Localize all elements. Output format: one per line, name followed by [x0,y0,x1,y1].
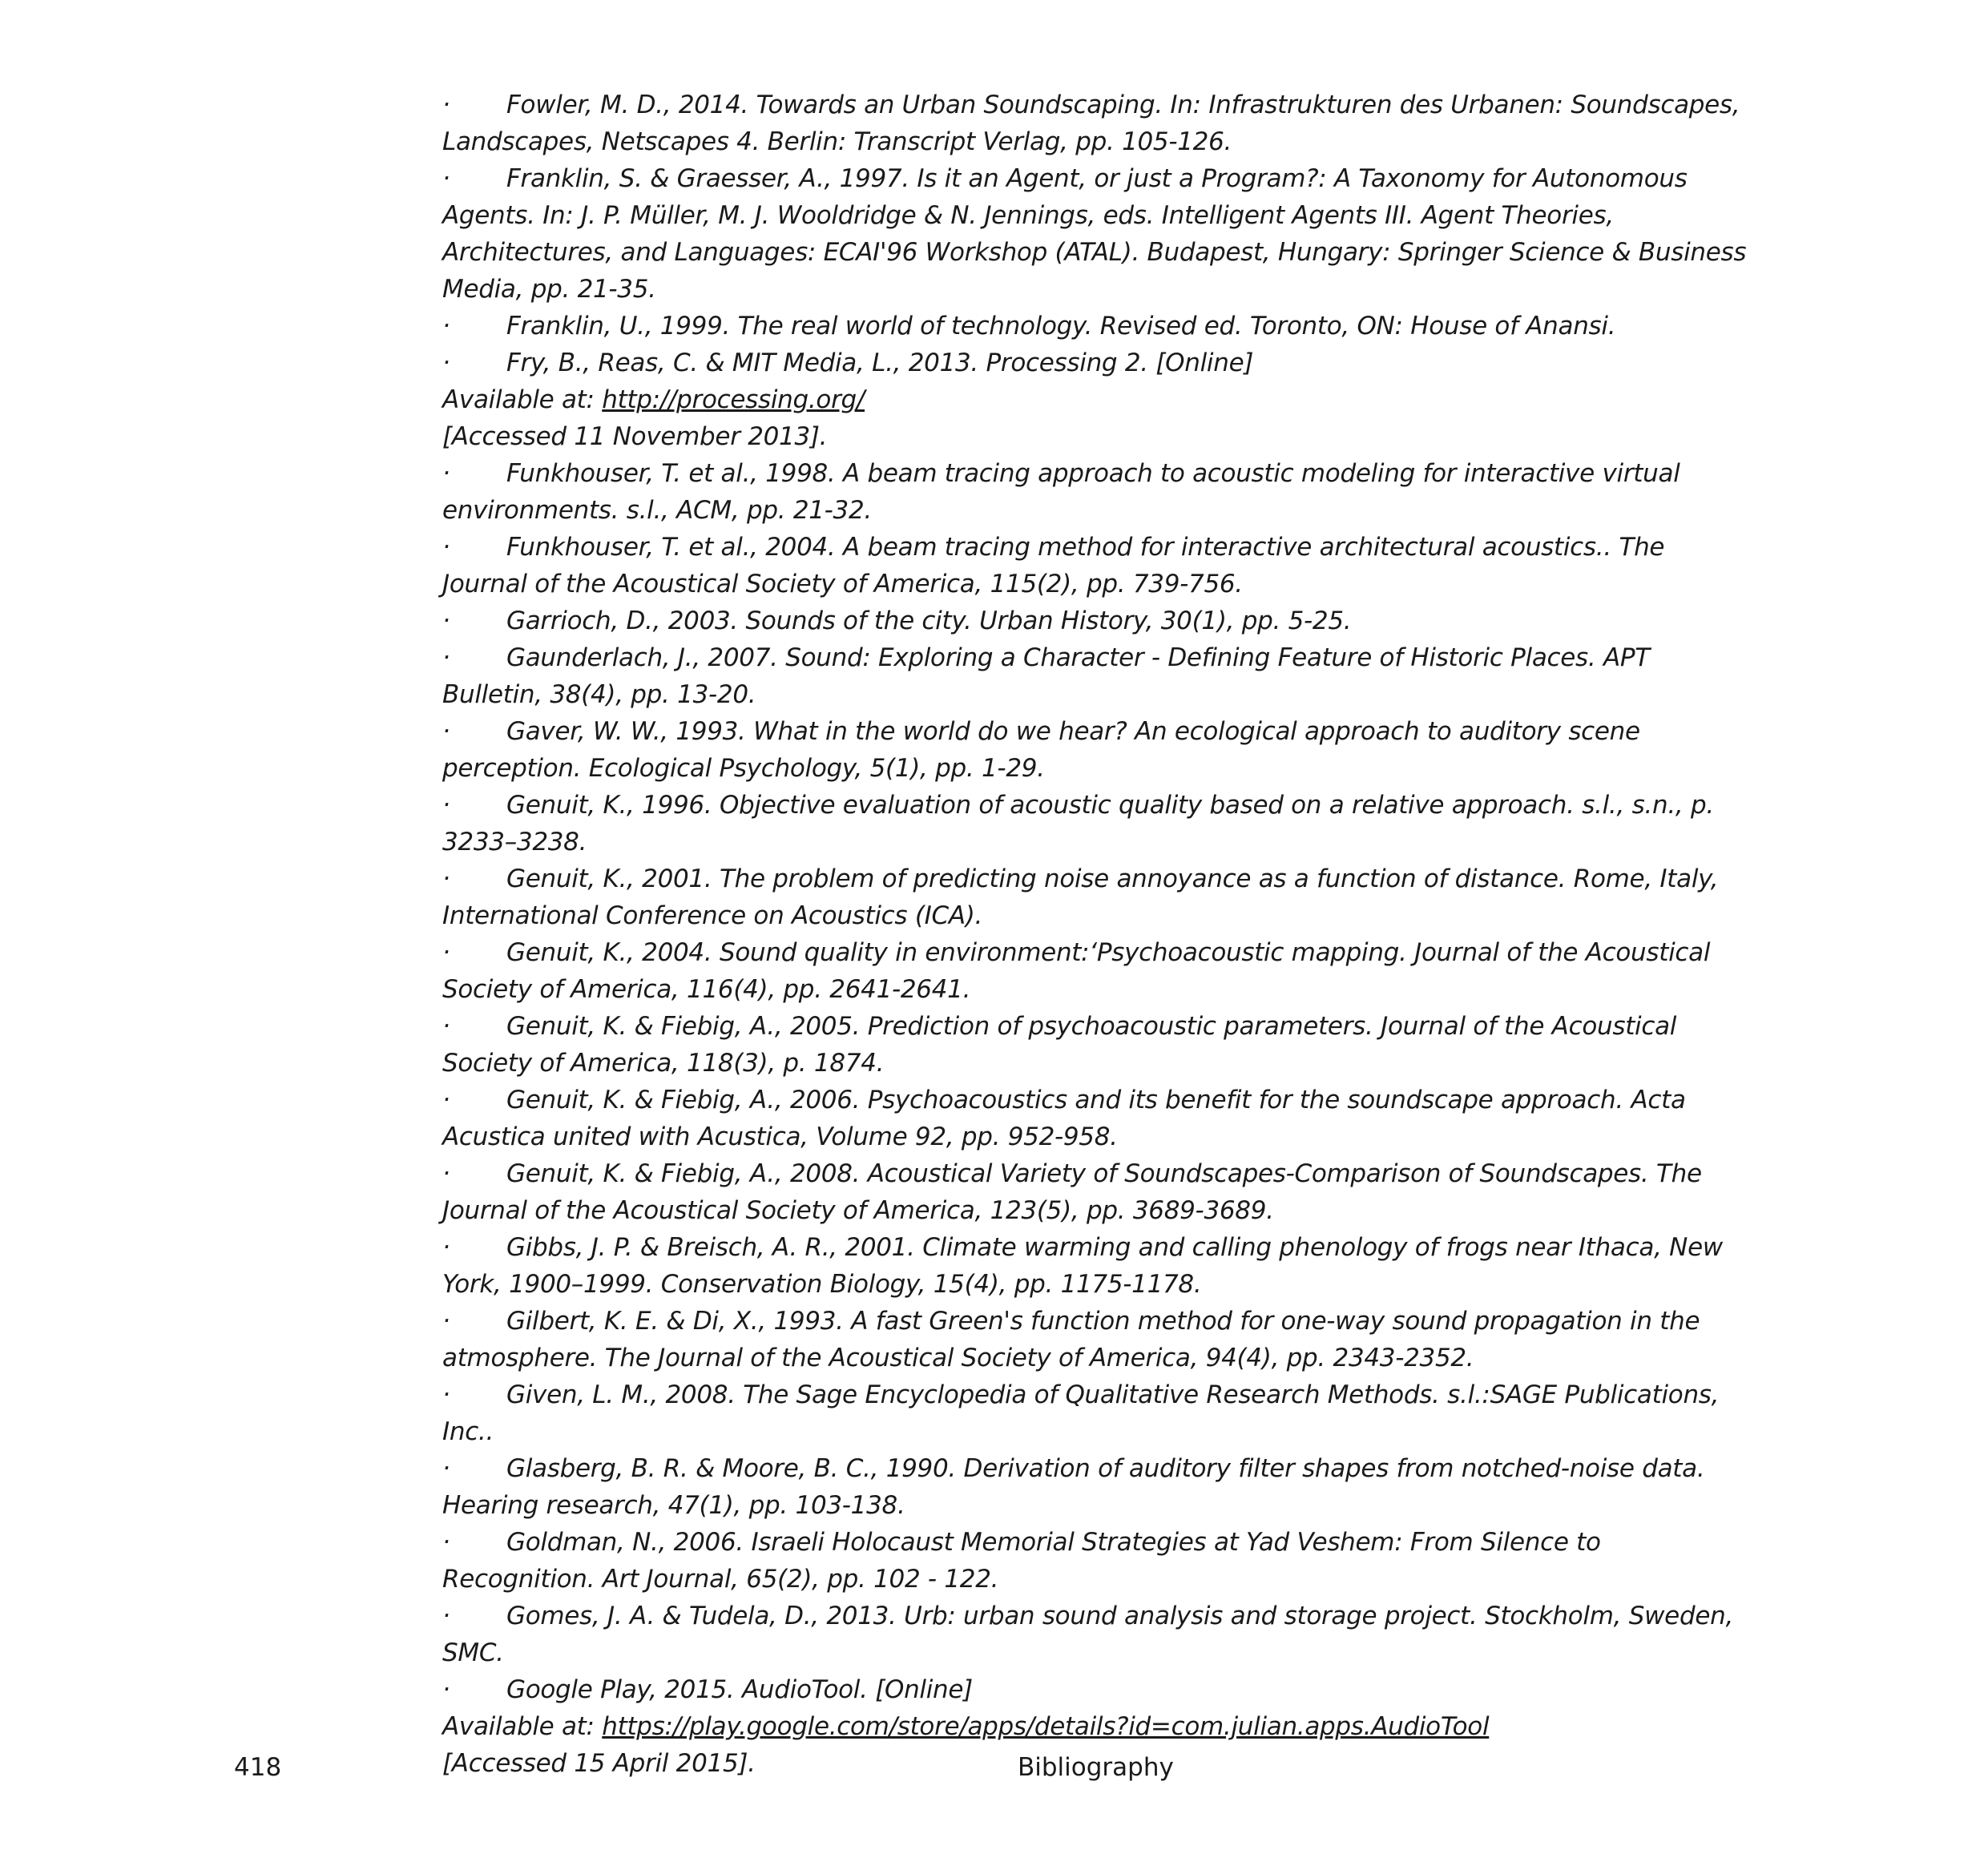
reference-url-link[interactable]: http://processing.org/ [602,385,865,414]
reference-accessed: [Accessed 15 April 2015]. [442,1749,756,1778]
bullet-icon: · [442,1602,450,1630]
bullet-icon: · [442,349,450,377]
reference-text: Goldman, N., 2006. Israeli Holocaust Memorial Strategies at Yad Veshem: From Silence to Recognition. Art Journal, 65(2), pp. 102 - 122. [442,1528,1601,1594]
reference-entry [442,603,1748,639]
reference-entry [442,934,1748,1008]
reference-text: Gaunderlach, J., 2007. Sound: Exploring a Character - Defining Feature of Historic Places. APT Bulletin, 38(4), pp. 13-20. [442,643,1650,709]
bullet-icon: · [442,312,450,341]
bullet-icon: · [442,1159,450,1188]
available-at-label: Available at: [442,385,595,414]
reference-availability [442,381,1748,418]
reference-text: Genuit, K., 2001. The problem of predicting noise annoyance as a function of distance. Rome, Italy, International Conference on Acoustics (ICA). [442,864,1719,930]
reference-text: Genuit, K., 1996. Objective evaluation of acoustic quality based on a relative approach. s.l., s.n., p. 3233–3238. [442,791,1714,856]
reference-entry [442,713,1748,787]
reference-text: Genuit, K. & Fiebig, A., 2008. Acoustical Variety of Soundscapes-Comparison of Soundscapes. The Journal of the Acoustical Society of America, 123(5), pp. 3689-3689. [442,1159,1702,1225]
reference-text: Gibbs, J. P. & Breisch, A. R., 2001. Climate warming and calling phenology of frogs near Ithaca, New York, 1900–1999. Conservation Biology, 15(4), pp. 1175-1178. [442,1233,1723,1299]
reference-text: Gomes, J. A. & Tudela, D., 2013. Urb: urban sound analysis and storage project. Stockholm, Sweden, SMC. [442,1602,1734,1667]
reference-entry [442,860,1748,934]
reference-entry [442,1082,1748,1155]
reference-entry [442,1008,1748,1082]
reference-availability [442,1708,1748,1745]
page-number: 418 [234,1753,282,1782]
bullet-icon: · [442,791,450,820]
bullet-icon: · [442,1380,450,1409]
bullet-icon: · [442,459,450,488]
reference-entry [442,529,1748,603]
reference-entry [442,787,1748,860]
reference-text: Genuit, K. & Fiebig, A., 2006. Psychoacoustics and its benefit for the soundscape approach. Acta Acustica united with Acustica, Volume 92, pp. 952-958. [442,1086,1686,1151]
bullet-icon: · [442,1012,450,1041]
reference-entry [442,1450,1748,1524]
reference-entry [442,455,1748,529]
reference-entry [442,1598,1748,1671]
reference-text: Genuit, K., 2004. Sound quality in environment:‘Psychoacoustic mapping. Journal of the Acoustical Society of America, 116(4), pp. 2641-2641. [442,938,1711,1004]
reference-entry [442,345,1748,381]
bullet-icon: · [442,1528,450,1557]
bullet-icon: · [442,938,450,967]
reference-text: Gaver, W. W., 1993. What in the world do we hear? An ecological approach to auditory scene perception. Ecological Psychology, 5(1), pp. 1-29. [442,717,1640,783]
bullet-icon: · [442,864,450,893]
reference-entry [442,1524,1748,1598]
footer-section-title: Bibliography [1018,1753,1174,1782]
reference-text: Funkhouser, T. et al., 2004. A beam tracing method for interactive architectural acoustics.. The Journal of the Acoustical Society of America, 115(2), pp. 739-756. [442,533,1665,598]
reference-text: Fry, B., Reas, C. & MIT Media, L., 2013. Processing 2. [Online] [506,349,1254,377]
bullet-icon: · [442,1233,450,1262]
reference-entry [442,87,1748,160]
reference-text: Garrioch, D., 2003. Sounds of the city. Urban History, 30(1), pp. 5-25. [506,607,1352,635]
reference-text: Given, L. M., 2008. The Sage Encyclopedia of Qualitative Research Methods. s.l.:SAGE Publications, Inc.. [442,1380,1720,1446]
reference-accessed: [Accessed 11 November 2013]. [442,422,828,451]
reference-entry [442,1303,1748,1376]
bullet-icon: · [442,164,450,193]
reference-entry [442,639,1748,713]
bullet-icon: · [442,643,450,672]
bullet-icon: · [442,1086,450,1114]
reference-url-link[interactable]: https://play.google.com/store/apps/details?id=com.julian.apps.AudioTool [602,1712,1490,1741]
bullet-icon: · [442,607,450,635]
reference-text: Funkhouser, T. et al., 1998. A beam tracing approach to acoustic modeling for interactive virtual environments. s.l., ACM, pp. 21-32. [442,459,1680,525]
bullet-icon: · [442,533,450,562]
reference-text: Franklin, S. & Graesser, A., 1997. Is it an Agent, or just a Program?: A Taxonomy for Autonomous Agents. In: J. P. Müller, M. J. Wooldridge & N. Jennings, eds. Intelligent Agents III. Agent Theories, Architectures, and Languages: ECAI'96 Workshop (ATAL). Budapest, Hungary: Springer Science & Business Media, pp. 21-35. [442,164,1747,304]
reference-text: Glasberg, B. R. & Moore, B. C., 1990. Derivation of auditory filter shapes from notched-noise data. Hearing research, 47(1), pp. 103-138. [442,1454,1705,1520]
reference-entry [442,1376,1748,1450]
reference-entry [442,308,1748,345]
bullet-icon: · [442,91,450,119]
reference-text: Franklin, U., 1999. The real world of technology. Revised ed. Toronto, ON: House of Anansi. [506,312,1616,341]
reference-text: Gilbert, K. E. & Di, X., 1993. A fast Green's function method for one-way sound propagation in the atmosphere. The Journal of the Acoustical Society of America, 94(4), pp. 2343-2352. [442,1307,1700,1372]
available-at-label: Available at: [442,1712,595,1741]
bullet-icon: · [442,717,450,746]
reference-text: Google Play, 2015. AudioTool. [Online] [506,1675,973,1704]
reference-text: Fowler, M. D., 2014. Towards an Urban Soundscaping. In: Infrastrukturen des Urbanen: Soundscapes, Landscapes, Netscapes 4. Berlin: Transcript Verlag, pp. 105-126. [442,91,1740,156]
reference-entry [442,1229,1748,1303]
reference-entry [442,1155,1748,1229]
bullet-icon: · [442,1454,450,1483]
reference-entry [442,1671,1748,1708]
bullet-icon: · [442,1675,450,1704]
bullet-icon: · [442,1307,450,1336]
bibliography-list [442,87,1748,1782]
reference-entry [442,160,1748,308]
reference-text: Genuit, K. & Fiebig, A., 2005. Prediction of psychoacoustic parameters. Journal of the Acoustical Society of America, 118(3), p. 1874. [442,1012,1677,1078]
